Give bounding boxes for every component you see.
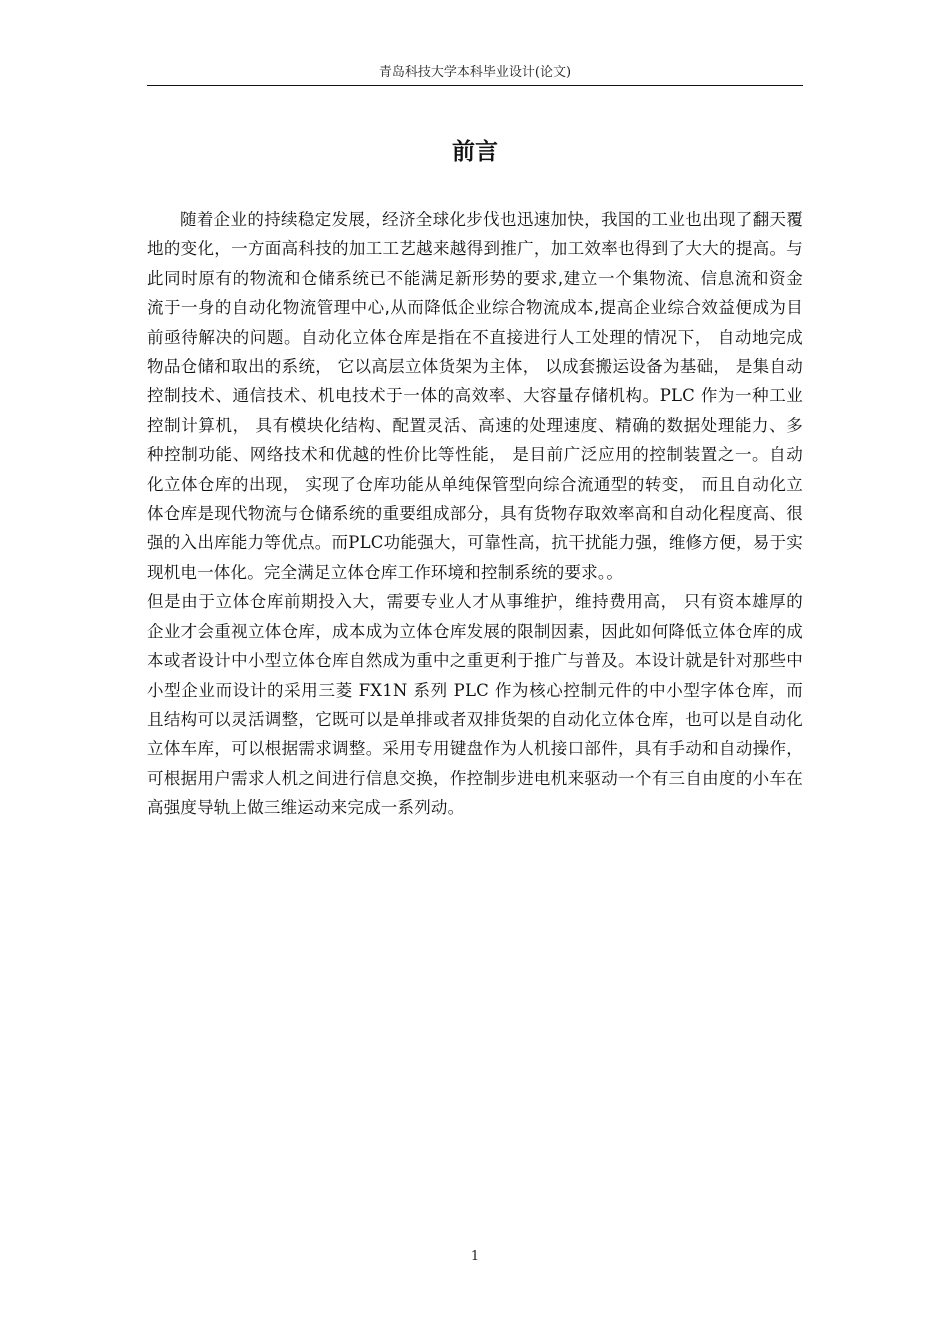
body-text [147,205,803,823]
paragraph-text-warehouse: 自动化立体仓库是指在不直接进行人工处理的情况下， 自动地完成物品仓储和取出的系统， 它以高层立体货架为主体， 以成套搬运设备为基础， 是集自动控制技术、通信技术、机电技术于一体的高效率、大容量存储机构。PLC 作为一种工业控制计算机， 具有模块化结构、配置灵活、高速的处理速度、精确的数据处理能力、多种控制功能、网络技术和优越的性价比等性能， 是目前广泛应用的控制装置之一。自动化立体仓库的出现， 实现了仓库功能从单纯保管型向综合流通型的转变， 而且自动化立体仓库是现代物流与仓储系统的重要组成部分，具有货物存取效率高和自动化程度高、很强的入出库能力等优点。而PLC功能强大，可靠性高，抗干扰能力强，维修方便，易于实现机电一体化。完全满足立体仓库工作环境和控制系统的要求。。 [147,327,804,582]
page-header: 青岛科技大学本科毕业设计(论文) [378,65,572,80]
page-title: 前言 [452,139,498,165]
paragraph-text-problem: 便成为目前亟待解决的问题 [147,298,803,347]
paragraph-text-emphasis: 原有的物流和仓储系统已不能满足新形势的要求,建立一个集物流、信息流和资金流于一身的自动化物流管理中心,从而降低企业综合物流成本,提高企业综合效益 [147,268,803,318]
paragraph-preface [147,205,803,587]
header-divider [147,85,803,86]
paragraph-design: 但是由于立体仓库前期投入大，需要专业人才从事维护，维持费用高， 只有资本雄厚的企业才会重视立体仓库，成本成为立体仓库发展的限制因素，因此如何降低立体仓库的成本或者设计中小型立体仓库自然成为重中之重更利于推广与普及。本设计就是针对那些中小型企业而设计的采用三菱 FX1N 系列 PLC 作为核心控制元件的中小型字体仓库，而且结构可以灵活调整，它既可以是单排或者双排货架的自动化立体仓库，也可以是自动化立体车库，可以根据需求调整。采用专用键盘作为人机接口部件，具有手动和自动操作，可根据用户需求人机之间进行信息交换，作控制步进电机来驱动一个有三自由度的小车在高强度导轨上做三维运动来完成一系列动。 [147,592,803,818]
paragraph-text-intro: 随着企业的持续稳定发展，经济全球化步伐也迅速加快，我国的工业也出现了翻天覆地的变化，一方面高科技的加工工艺越来越得到推广，加工效率也得到了大大的提高。与此同时 [147,210,803,288]
paragraph-text-period: 。 [283,327,302,347]
page-number: 1 [470,1249,480,1264]
